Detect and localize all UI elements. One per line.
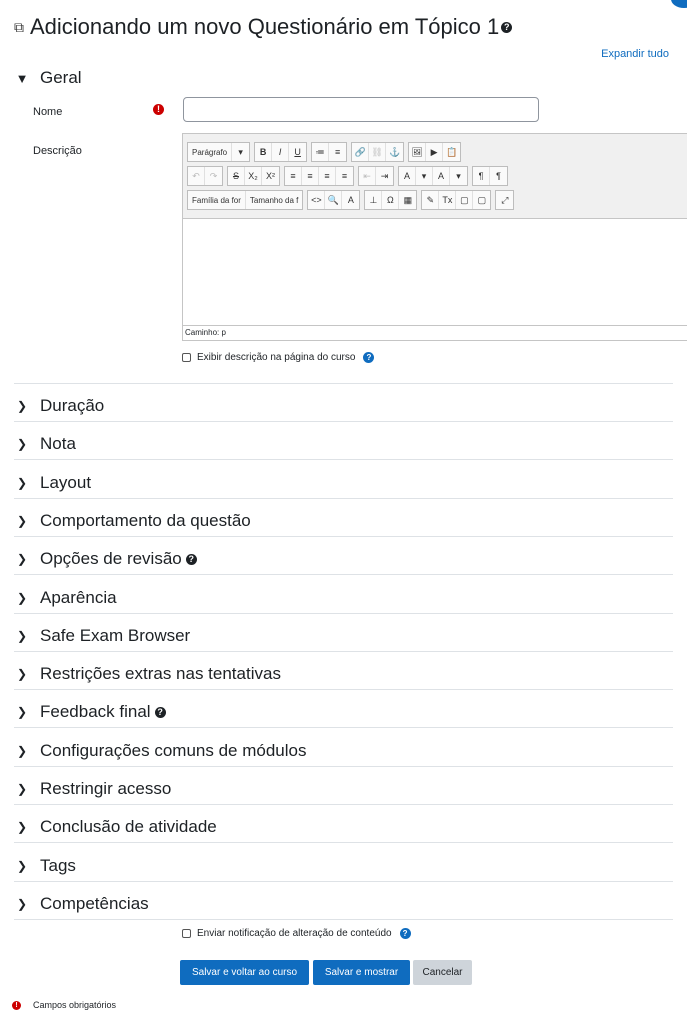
toolbar-row-2 — [187, 166, 512, 186]
show-description-row[interactable] — [182, 352, 374, 363]
chevron-right-icon: ❯ — [16, 858, 28, 873]
undo-icon[interactable]: ↶ — [188, 167, 205, 185]
superscript-button[interactable]: X² — [266, 171, 275, 181]
text-color-icon[interactable]: A — [399, 167, 416, 185]
align-left-icon[interactable]: ≡ — [285, 167, 302, 185]
media-icon[interactable]: ▶ — [426, 143, 443, 161]
notify-checkbox[interactable] — [182, 929, 191, 938]
section-header[interactable] — [14, 817, 217, 837]
underline-button[interactable]: U — [294, 147, 301, 157]
bullet-list-button[interactable]: ≔ — [312, 143, 329, 161]
section-label: Comportamento da questão — [40, 510, 251, 530]
section-label: Restrições extras nas tentativas — [40, 664, 281, 684]
chevron-right-icon: ❯ — [16, 437, 28, 452]
description-label: Descrição — [33, 145, 82, 157]
link-icon[interactable]: 🔗 — [352, 143, 369, 161]
section-label: Tags — [40, 855, 76, 875]
find-replace-icon[interactable]: 🔍 — [325, 191, 342, 209]
background-color-dropdown-icon[interactable]: ▾ — [456, 170, 461, 181]
indent-icon[interactable]: ⇥ — [380, 170, 389, 181]
chevron-right-icon: ❯ — [16, 896, 28, 911]
rtl-icon[interactable]: ¶ — [496, 171, 501, 181]
required-icon: ! — [153, 104, 164, 115]
description-editor[interactable] — [182, 133, 687, 341]
paste-word-icon[interactable]: ▢ — [477, 194, 487, 205]
help-icon[interactable]: ? — [186, 554, 197, 565]
chevron-right-icon: ❯ — [16, 705, 28, 720]
section-divider — [14, 613, 673, 614]
section-label: Conclusão de atividade — [40, 817, 217, 837]
section-label: Opções de revisão — [40, 549, 182, 569]
chevron-right-icon: ❯ — [16, 782, 28, 796]
special-char-icon[interactable]: Ω — [382, 191, 399, 209]
paragraph-dropdown-icon[interactable]: ▾ — [238, 146, 243, 157]
notify-row[interactable] — [182, 928, 411, 939]
ltr-icon[interactable]: ¶ — [473, 167, 490, 185]
align-right-icon[interactable]: ≡ — [319, 167, 336, 185]
section-divider — [14, 727, 673, 728]
chevron-right-icon: ❯ — [16, 475, 28, 490]
paragraph-format-select[interactable]: Parágrafo — [188, 143, 232, 161]
required-fields-text: Campos obrigatórios — [33, 1000, 117, 1010]
paste-text-icon[interactable]: ▢ — [456, 191, 473, 209]
table-icon[interactable]: ▦ — [403, 194, 413, 205]
section-header[interactable] — [14, 511, 251, 531]
clean-html-icon[interactable]: ✎ — [422, 191, 439, 209]
expand-all-link[interactable]: Expandir tudo — [601, 48, 669, 60]
corner-indicator — [671, 0, 687, 8]
chevron-right-icon: ❯ — [16, 552, 28, 567]
fullscreen-icon[interactable]: ⤢ — [501, 194, 509, 205]
save-display-button[interactable]: Salvar e mostrar — [313, 960, 410, 985]
show-description-checkbox[interactable] — [182, 353, 191, 362]
section-divider — [14, 498, 673, 499]
section-header[interactable] — [14, 396, 104, 416]
name-input[interactable] — [183, 97, 539, 122]
align-center-icon[interactable]: ≡ — [302, 167, 319, 185]
align-justify-icon[interactable]: ≡ — [341, 171, 348, 181]
show-description-label: Exibir descrição na página do curso — [197, 352, 356, 363]
section-label: Layout — [40, 472, 92, 492]
chevron-right-icon: ❯ — [16, 820, 28, 835]
clear-format-icon[interactable]: Tx — [439, 191, 456, 209]
text-color-dropdown-icon[interactable]: ▾ — [416, 167, 433, 185]
section-header[interactable] — [14, 702, 166, 722]
name-label: Nome — [33, 106, 63, 118]
redo-icon[interactable]: ↷ — [209, 170, 218, 181]
required-fields-note — [12, 1000, 116, 1010]
section-divider — [14, 919, 673, 920]
section-header[interactable] — [14, 434, 76, 454]
section-header[interactable] — [14, 779, 171, 799]
section-divider — [14, 689, 673, 690]
section-divider — [14, 804, 673, 805]
section-label: Restringir acesso — [40, 779, 172, 798]
section-header[interactable] — [14, 473, 91, 493]
help-icon[interactable]: ? — [363, 352, 374, 363]
italic-button[interactable]: I — [272, 143, 289, 161]
section-divider — [14, 766, 673, 767]
outdent-icon[interactable]: ⇤ — [359, 167, 376, 185]
toolbar-row-3 — [187, 190, 518, 210]
section-divider — [14, 459, 673, 460]
section-divider — [14, 574, 673, 575]
anchor-icon[interactable]: ⚓ — [389, 146, 401, 157]
chevron-right-icon: ❯ — [16, 399, 28, 413]
section-divider — [14, 881, 673, 882]
toolbar-row-1 — [187, 142, 465, 162]
editor-content-area[interactable] — [183, 219, 687, 325]
chevron-right-icon: ❯ — [16, 628, 28, 643]
save-return-button[interactable]: Salvar e voltar ao curso — [180, 960, 309, 985]
section-header[interactable] — [14, 588, 117, 608]
help-icon[interactable]: ? — [155, 707, 166, 718]
section-label: Safe Exam Browser — [40, 625, 191, 645]
manage-files-icon[interactable]: 📋 — [446, 146, 458, 157]
unlink-icon[interactable]: ⛓ — [369, 143, 386, 161]
page-title-text: Adicionando um novo Questionário em Tópico 1 — [30, 14, 500, 39]
section-divider — [14, 421, 673, 422]
subscript-button[interactable]: X₂ — [245, 167, 262, 185]
section-label: Configurações comuns de módulos — [40, 740, 307, 760]
help-icon[interactable]: ? — [400, 928, 411, 939]
section-label: Nota — [40, 434, 76, 454]
editor-path: Caminho: p — [183, 325, 687, 340]
section-header[interactable] — [14, 549, 197, 569]
section-divider — [14, 383, 673, 384]
section-label: Aparência — [40, 587, 117, 607]
source-code-icon[interactable]: <> — [308, 191, 325, 209]
editor-toolbar — [183, 134, 687, 219]
section-header[interactable] — [14, 856, 76, 876]
section-label: Feedback final — [40, 702, 151, 722]
edit-icon: ⧉ — [14, 18, 24, 35]
required-icon: ! — [12, 1001, 21, 1010]
chevron-right-icon: ❯ — [16, 590, 28, 605]
bold-button[interactable]: B — [255, 143, 272, 161]
image-icon[interactable]: 🖼 — [409, 143, 426, 161]
chevron-right-icon: ❯ — [16, 667, 28, 682]
section-header[interactable] — [14, 741, 306, 761]
chevron-right-icon: ❯ — [16, 513, 28, 528]
spellcheck-icon[interactable]: A — [347, 195, 354, 205]
section-label: Duração — [40, 396, 105, 415]
background-color-icon[interactable]: A — [433, 167, 450, 185]
strikethrough-button[interactable]: S — [228, 167, 245, 185]
notify-label: Enviar notificação de alteração de conteúdo — [197, 928, 392, 939]
section-general[interactable] — [14, 68, 82, 88]
section-header[interactable] — [14, 894, 149, 914]
section-divider — [14, 651, 673, 652]
chevron-down-icon: ▼ — [15, 70, 29, 86]
section-header[interactable] — [14, 626, 190, 646]
font-size-select[interactable]: Tamanho da f — [249, 195, 299, 205]
section-divider — [14, 536, 673, 537]
cancel-button[interactable]: Cancelar — [413, 960, 472, 985]
section-label: Competências — [40, 893, 149, 913]
section-label: Geral — [40, 68, 82, 87]
numbered-list-button[interactable]: ≡ — [335, 147, 341, 157]
upload-icon[interactable]: ⊥ — [365, 191, 382, 209]
help-icon[interactable]: ? — [501, 22, 512, 33]
font-family-select[interactable]: Família da for — [188, 191, 246, 209]
chevron-right-icon: ❯ — [16, 743, 28, 758]
page-title — [14, 14, 512, 40]
section-divider — [14, 842, 673, 843]
section-header[interactable] — [14, 664, 281, 684]
